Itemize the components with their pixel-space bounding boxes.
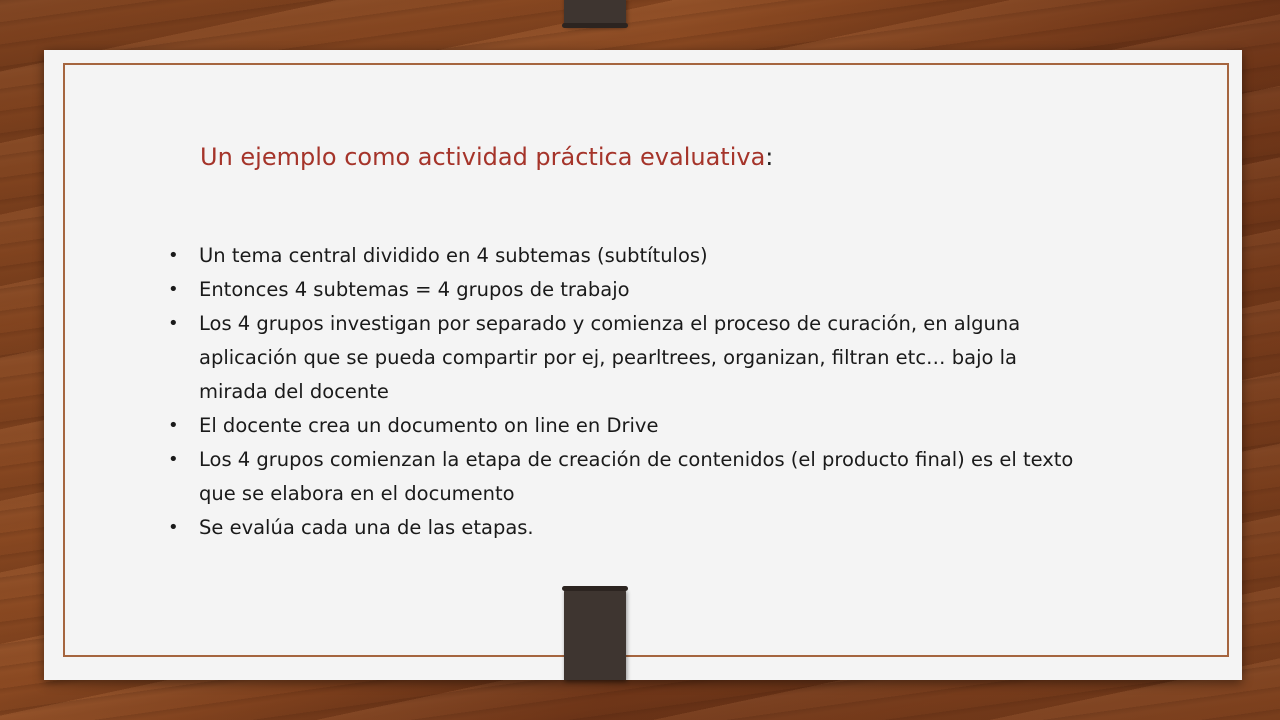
list-item: [168, 239, 1088, 273]
bullet-icon: •: [168, 517, 179, 538]
list-item-text: Los 4 grupos comienzan la etapa de creación de contenidos (el producto final) es el texto que se elabora en el documento: [199, 448, 1074, 505]
bottom-binder-clip: [564, 588, 626, 680]
list-item: [168, 409, 1088, 443]
list-item: [168, 273, 1088, 307]
slide-title-text: Un ejemplo como actividad práctica evaluativa: [200, 143, 766, 171]
list-item-text: Los 4 grupos investigan por separado y comienza el proceso de curación, en alguna aplicación que se pueda compartir por ej, pearltrees, organizan, filtran etc… bajo la mirada del docente: [199, 312, 1021, 403]
list-item-text: El docente crea un documento on line en Drive: [199, 414, 659, 437]
bullet-icon: •: [168, 449, 179, 470]
slide-title: [200, 143, 773, 171]
list-item-text: Un tema central dividido en 4 subtemas (subtítulos): [199, 244, 708, 267]
list-item-text: Entonces 4 subtemas = 4 grupos de trabajo: [199, 278, 630, 301]
bullet-icon: •: [168, 313, 179, 334]
list-item: [168, 307, 1088, 409]
slide-title-colon: :: [765, 143, 774, 171]
bullet-icon: •: [168, 279, 179, 300]
list-item: [168, 511, 1088, 545]
list-item-text: Se evalúa cada una de las etapas.: [199, 516, 534, 539]
bullet-list: [168, 239, 1088, 545]
bullet-icon: •: [168, 245, 179, 266]
top-binder-clip: [564, 0, 626, 26]
bullet-icon: •: [168, 415, 179, 436]
list-item: [168, 443, 1088, 511]
